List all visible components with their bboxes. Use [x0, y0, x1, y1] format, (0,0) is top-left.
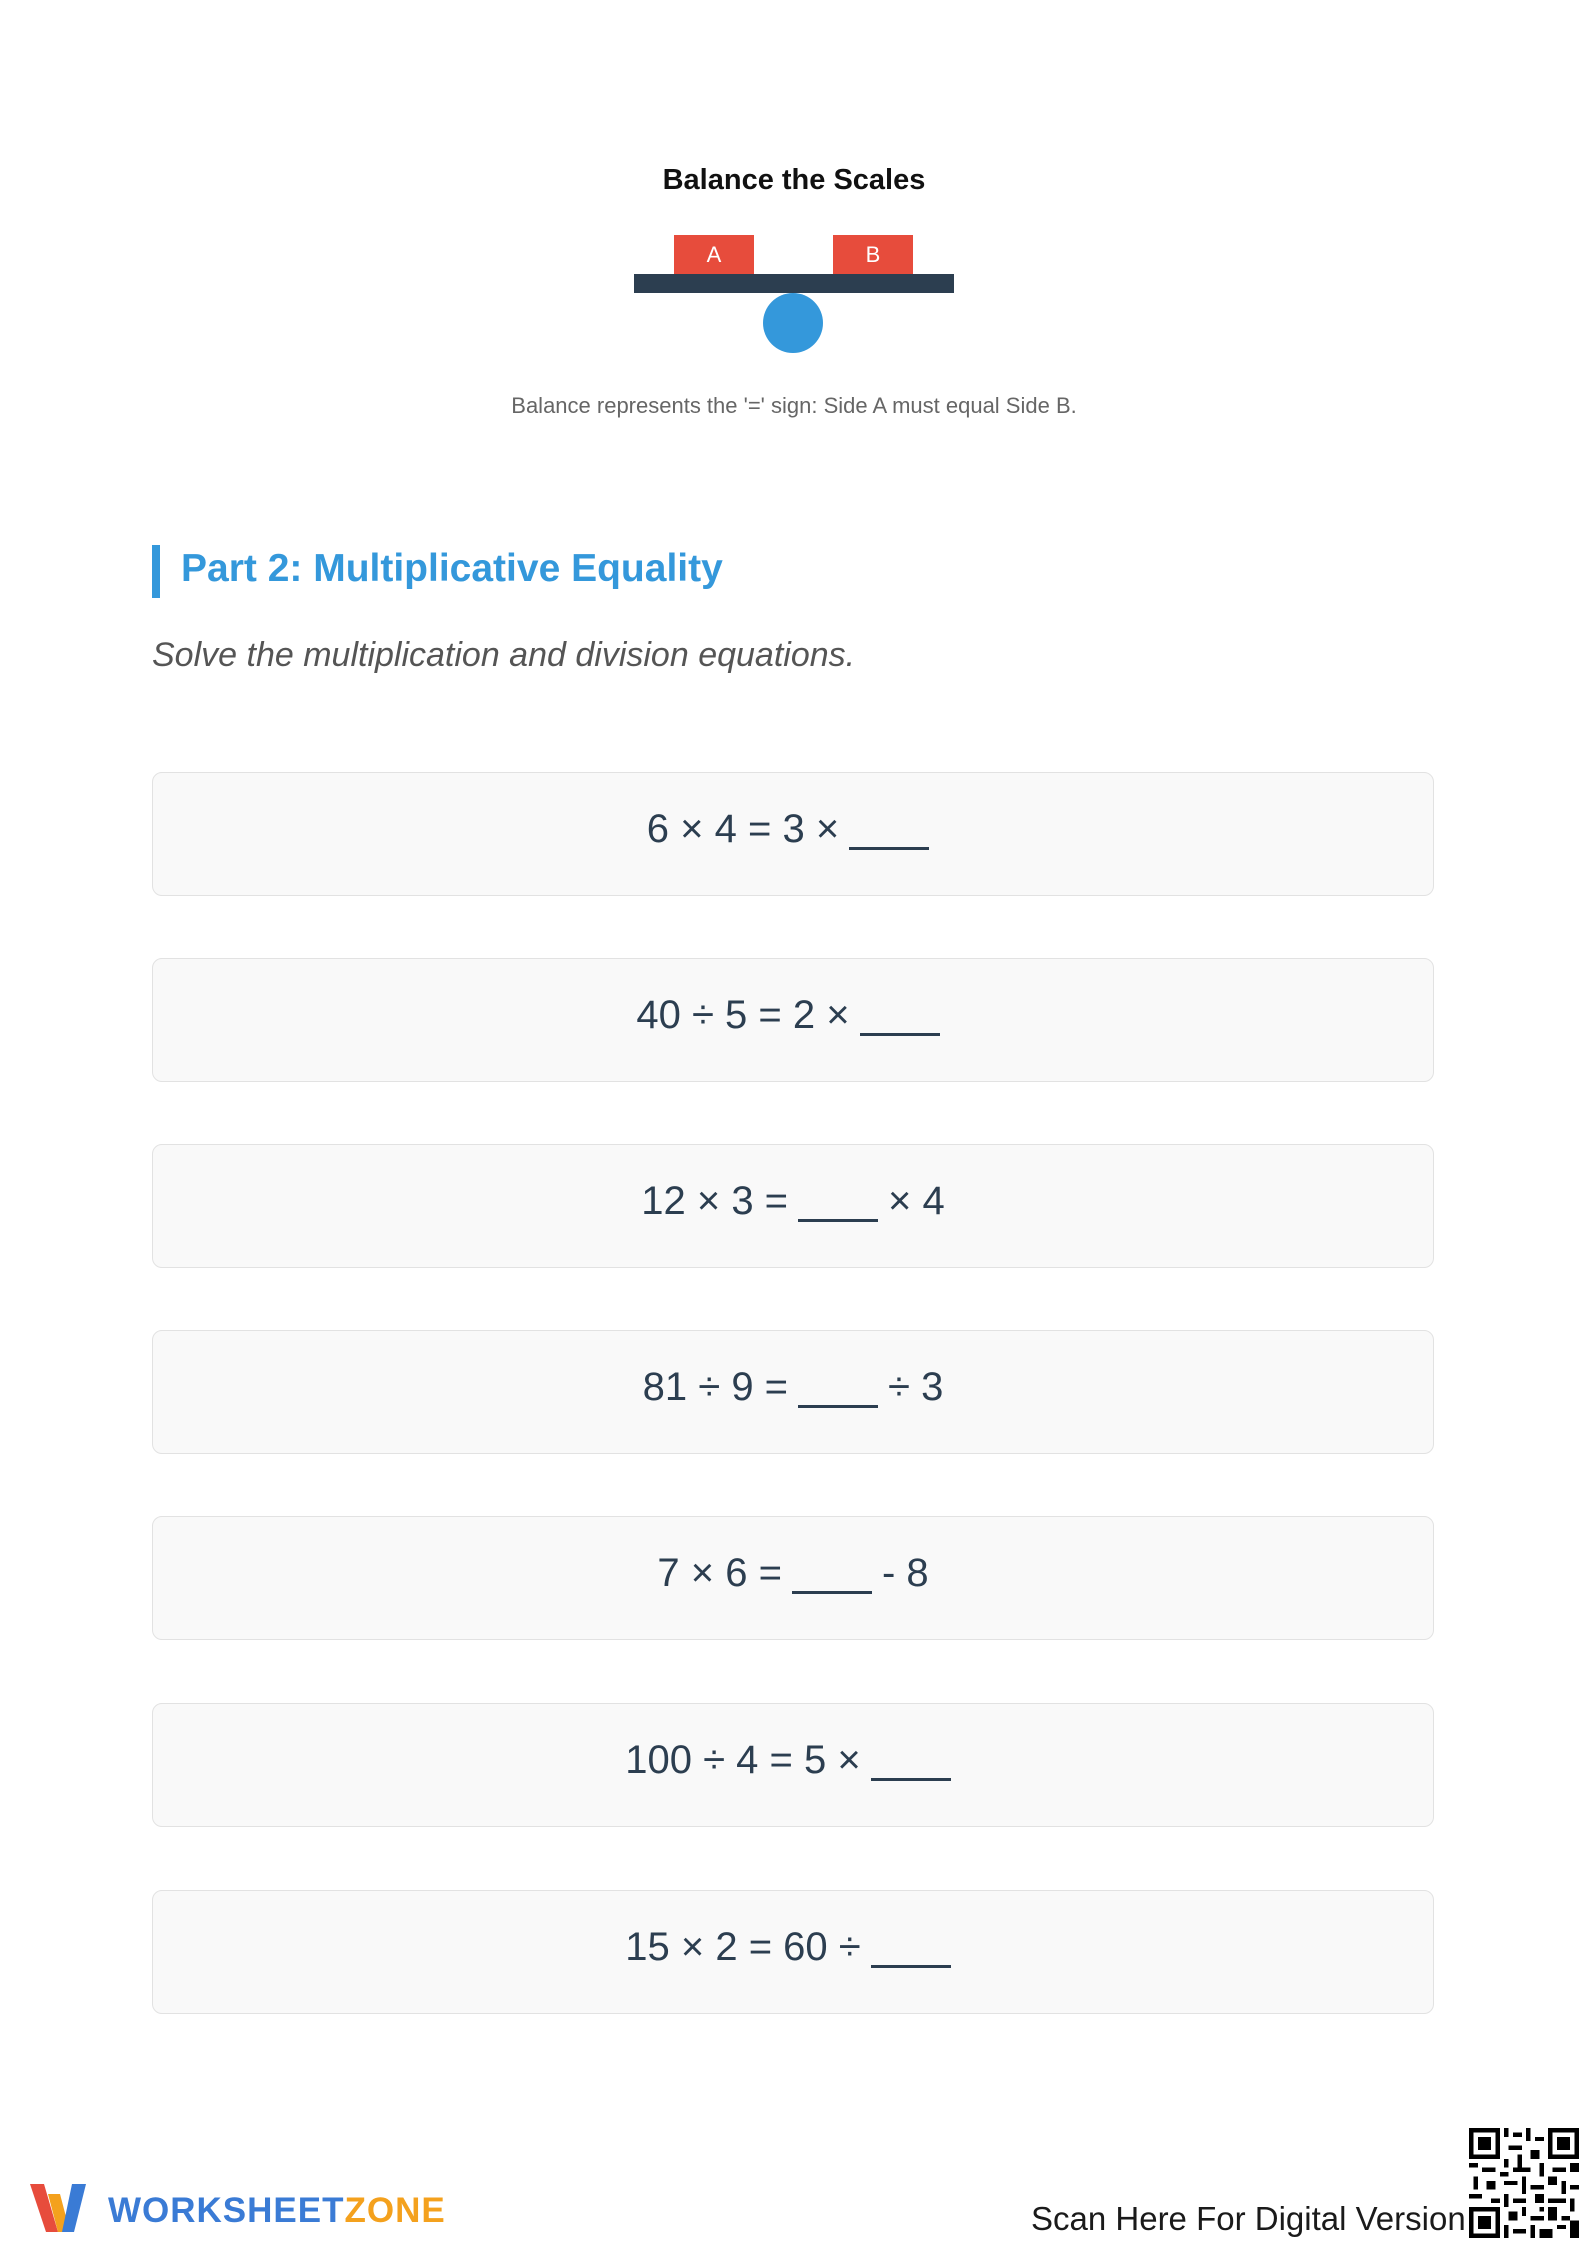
- equation: [153, 1551, 1433, 1596]
- section-title: Part 2: Multiplicative Equality: [181, 547, 723, 590]
- figure-caption: Balance represents the '=' sign: Side A must equal Side B.: [511, 393, 1077, 418]
- equation-left: 81 ÷ 9 =: [642, 1365, 789, 1409]
- answer-blank[interactable]: [798, 1369, 878, 1408]
- answer-blank[interactable]: [871, 1929, 951, 1968]
- equation: [153, 807, 1433, 852]
- brand-name-part1: WORKSHEET: [108, 2191, 345, 2230]
- equation: [153, 1179, 1433, 1224]
- equation-right: ÷ 3: [888, 1365, 944, 1409]
- answer-blank[interactable]: [798, 1183, 878, 1222]
- brand-name: [108, 2191, 446, 2231]
- balance-beam: [634, 274, 954, 293]
- problem-box: [152, 1516, 1434, 1640]
- figure-title: Balance the Scales: [662, 164, 926, 196]
- equation: [153, 1738, 1433, 1783]
- worksheetzone-logo-icon: [28, 2180, 98, 2236]
- qr-code-icon[interactable]: [1469, 2128, 1579, 2238]
- answer-blank[interactable]: [792, 1555, 872, 1594]
- equation-left: 15 × 2 = 60 ÷: [625, 1925, 861, 1969]
- equation-left: 40 ÷ 5 = 2 ×: [636, 993, 850, 1037]
- problem-box: [152, 1890, 1434, 2014]
- equation: [153, 993, 1433, 1038]
- section-accent-bar: [152, 545, 160, 598]
- equation-left: 12 × 3 =: [641, 1179, 789, 1223]
- answer-blank[interactable]: [860, 997, 940, 1036]
- equation-left: 7 × 6 =: [657, 1551, 782, 1595]
- equation-left: 6 × 4 = 3 ×: [646, 807, 840, 851]
- answer-blank[interactable]: [871, 1742, 951, 1781]
- equation: [153, 1925, 1433, 1970]
- equation-right: - 8: [881, 1551, 929, 1595]
- side-a-block: A: [674, 235, 754, 275]
- side-b-block: B: [833, 235, 913, 275]
- balance-pivot: [763, 293, 823, 353]
- problem-box: [152, 1330, 1434, 1454]
- problem-box: [152, 1703, 1434, 1827]
- answer-blank[interactable]: [849, 811, 929, 850]
- problem-box: [152, 772, 1434, 896]
- equation-right: × 4: [888, 1179, 945, 1223]
- equation-left: 100 ÷ 4 = 5 ×: [625, 1738, 861, 1782]
- problem-box: [152, 1144, 1434, 1268]
- instructions: Solve the multiplication and division equations.: [152, 636, 856, 674]
- brand-name-part2: ZONE: [344, 2191, 446, 2230]
- problem-box: [152, 958, 1434, 1082]
- equation: [153, 1365, 1433, 1410]
- scan-instruction: Scan Here For Digital Version: [1031, 2200, 1466, 2237]
